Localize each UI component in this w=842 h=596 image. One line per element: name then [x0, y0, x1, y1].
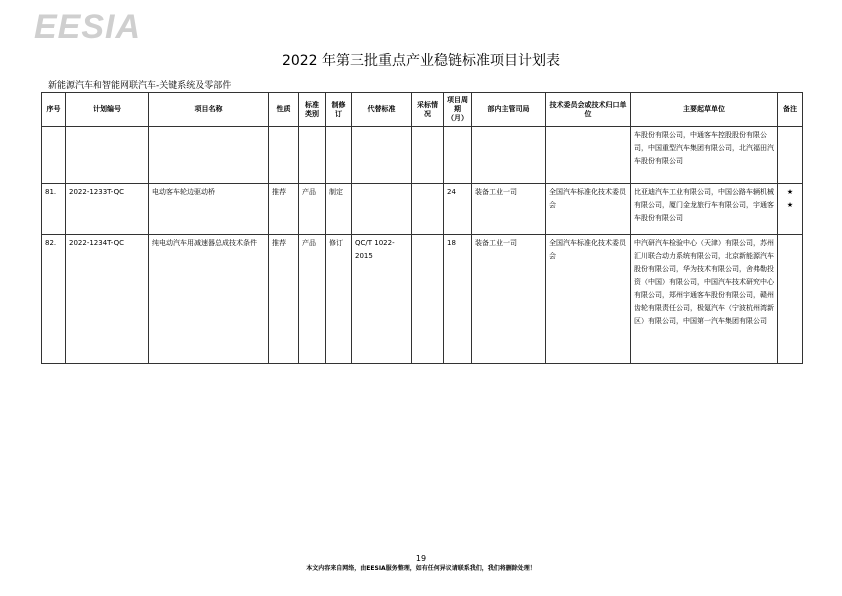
header-committee: 技术委员会或技术归口单位: [546, 93, 631, 127]
eesia-logo: EESIA: [34, 8, 142, 46]
cell-plan: [66, 127, 149, 184]
section-heading: 新能源汽车和智能网联汽车-关键系统及零部件: [48, 81, 232, 91]
cell-dept: 装备工业一司: [472, 184, 546, 235]
cell-nature: [269, 127, 299, 184]
cell-no: 82.: [42, 235, 66, 364]
cell-adopt: [412, 127, 444, 184]
cell-name: 纯电动汽车用减速器总成技术条件: [149, 235, 269, 364]
cell-revise: 制定: [326, 184, 352, 235]
cell-category: 产品: [299, 235, 326, 364]
cell-note: ★ ★: [778, 184, 803, 235]
footer-disclaimer: 本文内容来自网络，由EESIA服务整理，如有任何异议请联系我们，我们将删除处理！: [306, 565, 536, 572]
standards-plan-table: [41, 92, 803, 364]
cell-revise: [326, 127, 352, 184]
cell-committee: 全国汽车标准化技术委员会: [546, 235, 631, 364]
cell-revise: 修订: [326, 235, 352, 364]
cell-period: 18: [444, 235, 472, 364]
cell-adopt: [412, 184, 444, 235]
header-note: 备注: [778, 93, 803, 127]
cell-dept: [472, 127, 546, 184]
cell-replace: [352, 127, 412, 184]
cell-no: 81.: [42, 184, 66, 235]
table-row: [42, 235, 803, 364]
cell-no: [42, 127, 66, 184]
page-title: 2022 年第三批重点产业稳链标准项目计划表: [281, 53, 561, 69]
header-category: 标准类别: [299, 93, 326, 127]
header-drafters: 主要起草单位: [631, 93, 778, 127]
cell-category: [299, 127, 326, 184]
header-nature: 性质: [269, 93, 299, 127]
header-dept: 部内主管司局: [472, 93, 546, 127]
header-period: 项目周期（月）: [444, 93, 472, 127]
header-no: 序号: [42, 93, 66, 127]
cell-plan: 2022-1233T-QC: [66, 184, 149, 235]
cell-committee: [546, 127, 631, 184]
cell-nature: 推荐: [269, 184, 299, 235]
table-row: [42, 184, 803, 235]
cell-drafters: 车股份有限公司，中通客车控股股份有限公司，中国重型汽车集团有限公司，北汽福田汽车股份有限公司: [631, 127, 778, 184]
cell-period: 24: [444, 184, 472, 235]
cell-period: [444, 127, 472, 184]
cell-adopt: [412, 235, 444, 364]
cell-dept: 装备工业一司: [472, 235, 546, 364]
cell-drafters: 比亚迪汽车工业有限公司，中国公路车辆机械有限公司，厦门金龙旅行车有限公司，宇通客车股份有限公司: [631, 184, 778, 235]
header-revise: 制修订: [326, 93, 352, 127]
header-adopt: 采标情况: [412, 93, 444, 127]
cell-note: [778, 127, 803, 184]
header-name: 项目名称: [149, 93, 269, 127]
cell-plan: 2022-1234T-QC: [66, 235, 149, 364]
cell-drafters: 中汽研汽车检验中心（天津）有限公司，苏州汇川联合动力系统有限公司，北京新能源汽车股份有限公司，华为技术有限公司，舍弗勒投资（中国）有限公司，中国汽车技术研究中心有限公司，郑州宇通客车股份有限公司，赣州齿轮有限责任公司，极氪汽车（宁波杭州湾新区）有限公司，中国第一汽车集团有限公司: [631, 235, 778, 364]
cell-replace: QC/T 1022-2015: [352, 235, 412, 364]
cell-category: 产品: [299, 184, 326, 235]
cell-nature: 推荐: [269, 235, 299, 364]
cell-note: [778, 235, 803, 364]
cell-replace: [352, 184, 412, 235]
cell-committee: 全国汽车标准化技术委员会: [546, 184, 631, 235]
header-plan: 计划编号: [66, 93, 149, 127]
table-header-row: [42, 93, 803, 127]
table-row: [42, 127, 803, 184]
cell-name: [149, 127, 269, 184]
cell-name: 电动客车轮边驱动桥: [149, 184, 269, 235]
page-number: 19: [415, 554, 427, 563]
header-replace: 代替标准: [352, 93, 412, 127]
